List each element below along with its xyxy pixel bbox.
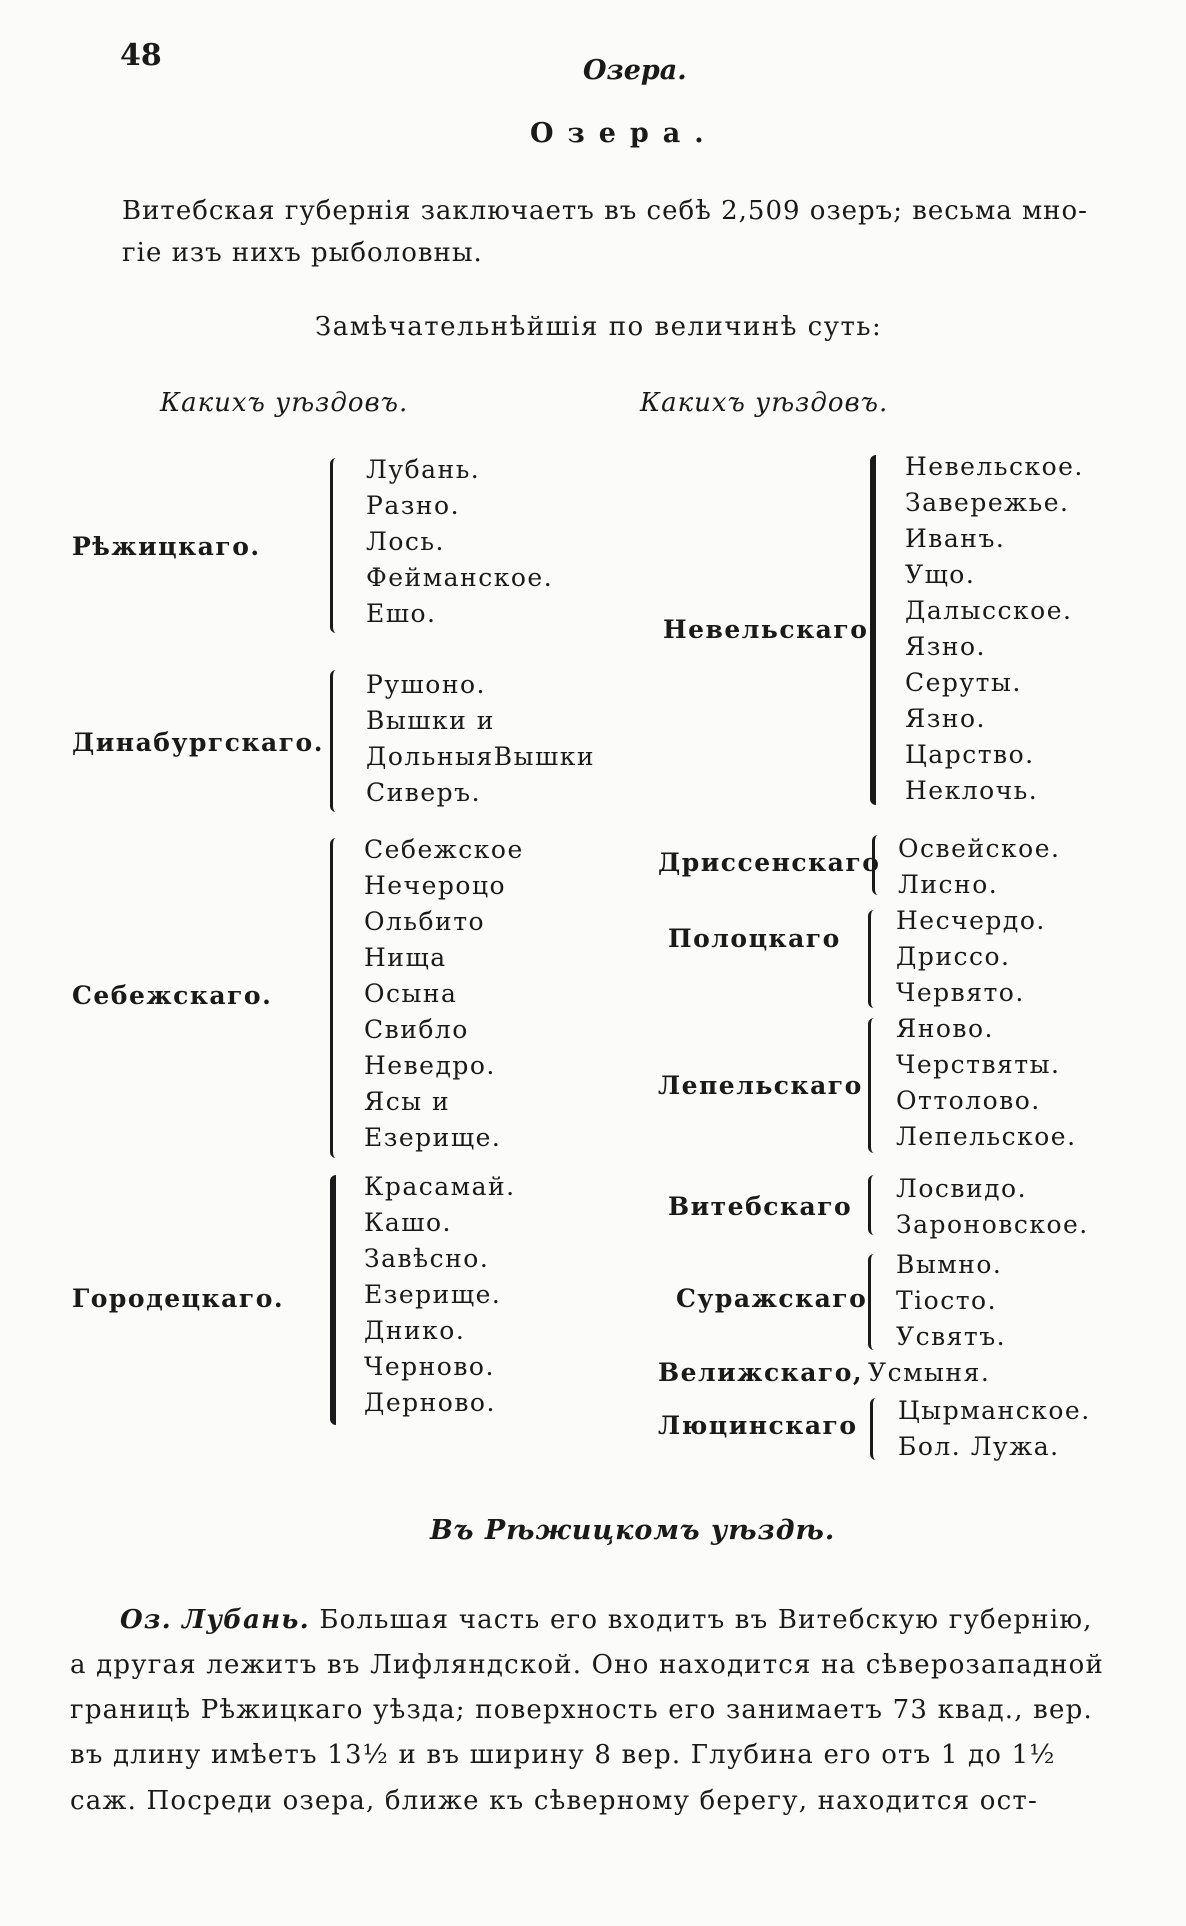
lake-item: Ешо. [366,599,437,628]
brace [330,838,339,1158]
brace [868,910,877,1008]
brace [870,455,882,805]
lake-item: Разно. [366,491,461,520]
lake-item: Усвятъ. [896,1322,1007,1351]
body-line-3: границѣ Рѣжицкаго уѣзда; поверхность его занимаетъ 73 квад., вер. [70,1695,1093,1725]
lake-item: Язно. [905,632,986,661]
brace [868,1175,877,1235]
brace [330,670,339,812]
lake-item: Кашо. [364,1208,452,1237]
subheading: Замѣчательнѣйшія по величинѣ суть: [315,312,883,342]
brace [868,1254,877,1350]
lake-item: Лось. [366,527,445,556]
body-line-1-rest: Большая часть его входитъ въ Витебскую губернію, [309,1605,1093,1635]
lake-item: Яново. [896,1014,994,1043]
lake-item: Лосвидо. [896,1174,1028,1203]
lake-item: Несчердо. [896,906,1046,935]
lake-item: Свибло [364,1015,469,1044]
lake-item: Язно. [905,704,986,733]
lake-item: Цырманское. [898,1396,1091,1425]
lake-item: Себежское [364,835,524,864]
lake-item: Завѣсно. [364,1244,490,1273]
lake-item: Красамай. [364,1172,516,1201]
lake-item: ДольныяВышки [366,742,595,771]
lake-item: Лубань. [366,455,481,484]
lake-item: Езерище. [364,1280,502,1309]
lake-item: Дриссо. [896,942,1011,971]
lake-item: Вымно. [896,1250,1003,1279]
body-line-1 [120,1605,1093,1635]
page-number: 48 [120,38,162,73]
brace [330,1175,342,1425]
lake-item: Бол. Лужа. [898,1432,1060,1461]
brace [330,458,339,633]
lake-item: Ольбито [364,907,486,936]
district-name: Рѣжицкаго. [72,532,261,561]
district-name: Велижскаго, [658,1358,864,1387]
lake-item: Ущо. [905,560,976,589]
lake-item: Оттолово. [896,1086,1041,1115]
intro-line-2: гіе изъ нихъ рыболовны. [122,238,483,268]
lake-item: Лепельское. [896,1122,1077,1151]
brace [868,1018,877,1153]
district-name: Невельскаго. [663,615,879,644]
district-name: Дриссенскаго [658,848,881,877]
running-head: Озера. [583,55,687,86]
lake-item: Езерище. [364,1123,502,1152]
body-line-4: въ длину имѣетъ 13½ и въ ширину 8 вер. Глубина его отъ 1 до 1½ [70,1740,1056,1770]
lake-item: Ясы и [364,1087,451,1116]
district-name: Себежскаго. [72,981,273,1010]
lake-item: Серуты. [905,668,1022,697]
district-name: Лепельскаго [658,1071,863,1100]
lake-item: Невельское. [905,452,1084,481]
lake-item: Вышки и [366,706,495,735]
lake-item: Черствяты. [896,1050,1061,1079]
lake-item: Нища [364,943,447,972]
brace [870,1398,879,1460]
lake-item: Фейманское. [366,563,554,592]
lake-item: Неклочь. [905,776,1039,805]
lake-item: Сиверъ. [366,778,482,807]
lake-item: Рушоно. [366,670,486,699]
lake-item: Тіосто. [896,1286,998,1315]
lake-item: Завережье. [905,488,1070,517]
lake-label: Оз. Лубань. [120,1605,310,1635]
district-name: Динабургскаго. [72,728,324,757]
lake-item: Дерново. [364,1388,496,1417]
body-line-2: а другая лежитъ въ Лифляндской. Оно находится на сѣверозападной [70,1650,1104,1680]
column-header-left: Какихъ уѣздовъ. [160,388,409,418]
lake-item: Черново. [364,1352,495,1381]
lake-item: Царство. [905,740,1035,769]
column-header-right: Какихъ уѣздовъ. [640,388,889,418]
section-title: Въ Рѣжицкомъ уѣздѣ. [430,1515,836,1546]
lake-item: Иванъ. [905,524,1006,553]
district-name: Городецкаго. [72,1284,285,1313]
section-heading: Озера. [530,118,718,149]
district-name: Витебскаго [668,1192,853,1221]
lake-item: Неведро. [364,1051,496,1080]
lake-item: Усмыня. [868,1358,991,1387]
lake-item: Зароновское. [896,1210,1089,1239]
brace [872,835,881,895]
lake-item: Осына [364,979,458,1008]
lake-item: Нечероцо [364,871,507,900]
lake-item: Червято. [896,978,1025,1007]
district-name: Суражскаго [676,1284,868,1313]
intro-line-1: Витебская губернія заключаетъ въ себѣ 2,509 озеръ; весьма мно- [122,196,1088,226]
body-line-5: саж. Посреди озера, ближе къ сѣверному берегу, находится ост- [70,1786,1038,1816]
district-name: Полоцкаго [668,924,841,953]
lake-item: Лисно. [898,870,999,899]
district-name: Люцинскаго [658,1411,858,1440]
lake-item: Далысское. [905,596,1073,625]
lake-item: Днико. [364,1316,466,1345]
lake-item: Освейское. [898,834,1061,863]
